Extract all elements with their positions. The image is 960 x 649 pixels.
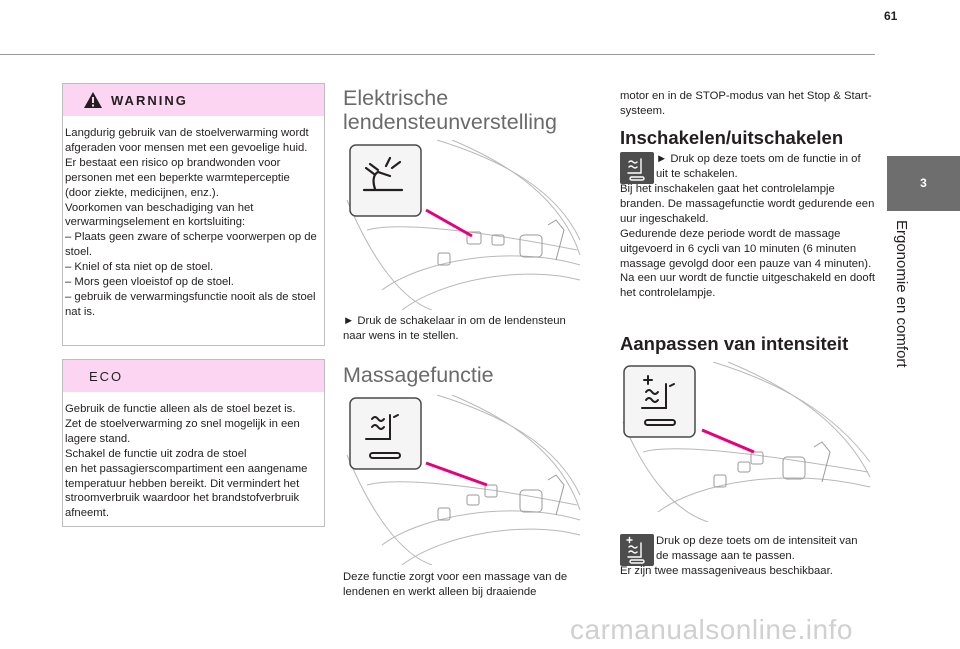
watermark: carmanualsonline.info [570,614,853,645]
onoff-text: Bij het inschakelen gaat het controlelampje branden. De massagefunctie wordt gedurende een uur ingeschakeld. Gedurende deze periode wordt de massage uitgevoerd in 6 cycli van 10 minuten (6 minuten massage gevolgd door een pauze van 4 minuten). Na een uur wordt de functie uitgeschakeld en dooft het controlelampje. [620,183,875,300]
chapter-tab: 3 [887,156,960,211]
lumbar-heading: Elektrische lendensteunverstelling [343,86,557,134]
intensity-button-icon [620,534,654,566]
massage-heading: Massagefunctie [343,363,494,387]
intensity-illustration [618,362,873,522]
onoff-first-line: ► Druk op deze toets om de functie in of uit te schakelen. [656,153,861,180]
eco-title: ECO [89,368,124,384]
massage-button-icon [620,152,654,184]
massage-text: Deze functie zorgt voor een massage van de lendenen en werkt alleen bij draaiende [343,571,568,598]
warning-header [63,84,324,116]
intensity-heading: Aanpassen van intensiteit [620,333,849,354]
intensity-small-icon [620,534,654,566]
warning-box [62,83,325,346]
massage-text-continuation: motor en in de STOP-modus van het Stop & Start-systeem. [620,90,872,117]
warning-text: Langdurig gebruik van de stoelverwarming wordt afgeraden voor mensen met een gevoelige huid. Er bestaat een risico op brandwonden voor personen met een beperkte warmteperceptie (door ziekte, medicijnen, enz.). Voorkomen van beschadiging van het verwarmingselement en kortsluiting: – Plaats geen zware of scherpe voorwerpen op de stoel. – Kniel of sta niet op de stoel. – Mors geen vloeistof op de stoel. – gebruik de verwarmingsfunctie nooit als de stoel nat is. [65,127,317,318]
massage-illustration [342,395,582,565]
warning-triangle-icon [83,91,103,109]
eco-text: Gebruik de functie alleen als de stoel bezet is. Zet de stoelverwarming zo snel mogelijk in een lagere stand. Schakel de functie uit zodra de stoel en het passagierscompartiment een aangename temperatuur hebben bereikt. Dit vermindert het stroomverbruik waardoor het brandstofverbruik afneemt. [65,403,308,520]
eco-box [62,359,325,527]
page-number: 61 [884,9,898,23]
warning-title: WARNING [111,92,188,108]
chapter-title: Ergonomie en comfort [893,220,910,368]
intensity-first-line: Druk op deze toets om de intensiteit van de massage aan te passen. [656,535,858,562]
massage-small-icon [620,152,654,184]
eco-header [63,360,324,392]
header-rule [0,54,875,55]
intensity-text: Er zijn twee massageniveaus beschikbaar. [620,565,833,577]
onoff-heading: Inschakelen/uitschakelen [620,127,844,148]
lumbar-illustration [342,140,582,310]
lumbar-text: ► Druk de schakelaar in om de lendensteun naar wens in te stellen. [343,315,566,342]
